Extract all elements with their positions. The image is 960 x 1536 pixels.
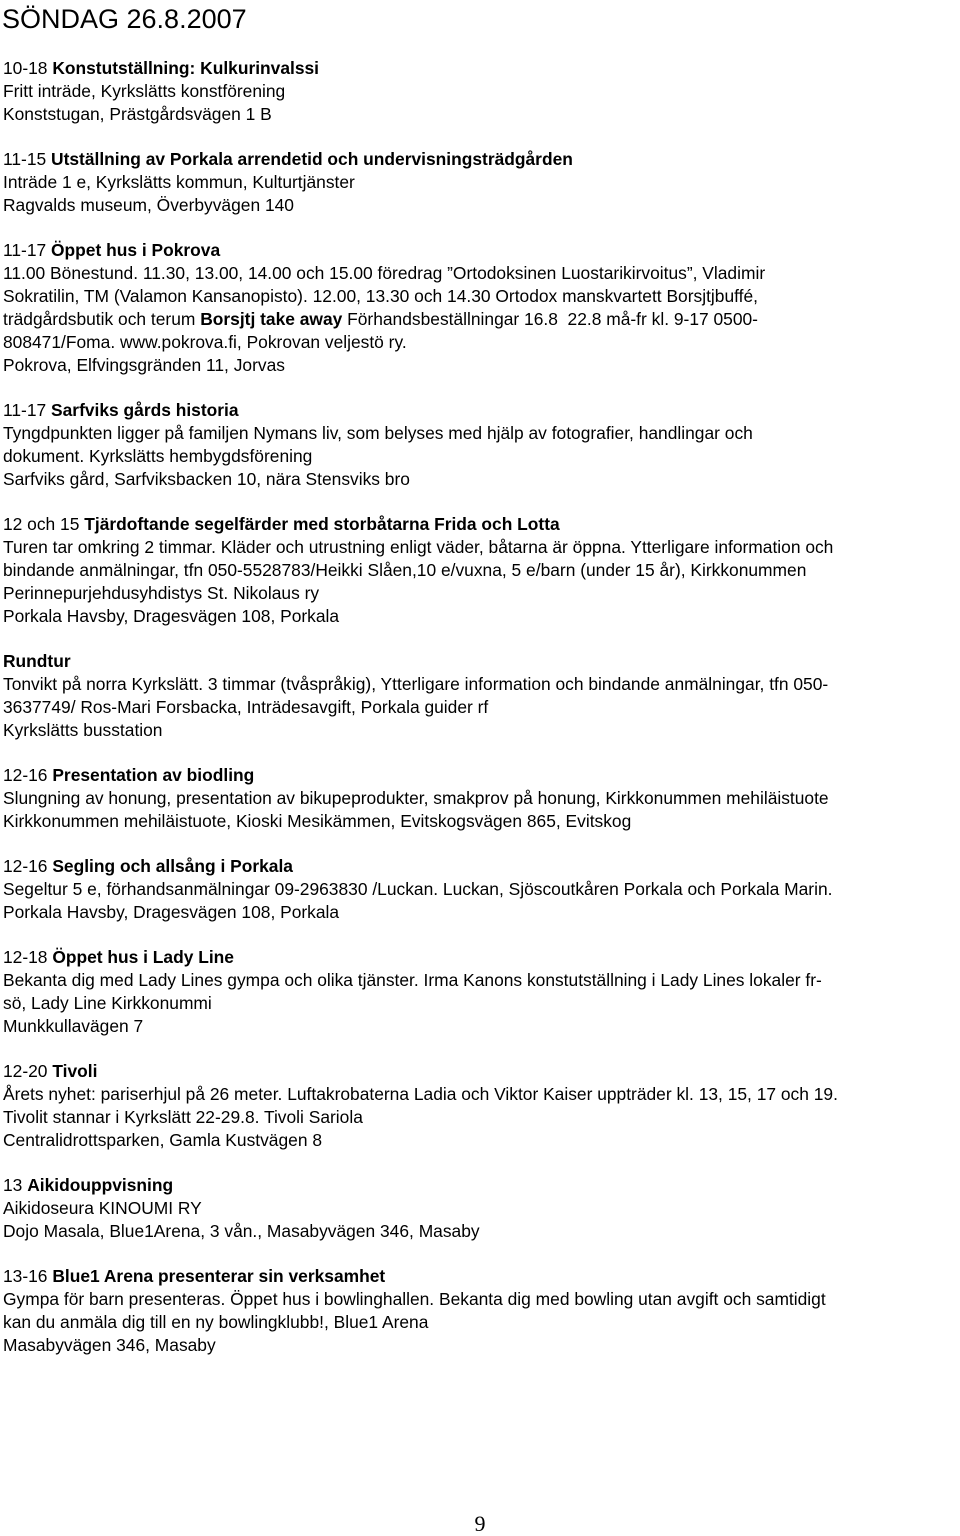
event-segelfarder	[3, 513, 958, 628]
event-heading	[3, 1060, 958, 1083]
event-time: 13-16	[3, 1266, 48, 1286]
event-time: 11-15	[3, 149, 47, 169]
event-line: Porkala Havsby, Dragesvägen 108, Porkala	[3, 606, 340, 626]
event-time: 11-17	[3, 240, 47, 260]
event-rundtur	[3, 650, 958, 742]
event-line: kan du anmäla dig till en ny bowlingklubb!, Blue1 Arena	[3, 1312, 429, 1332]
event-lady-line	[3, 946, 958, 1038]
event-time: 12-16	[3, 856, 48, 876]
event-heading	[3, 399, 958, 422]
event-line-mixed	[3, 308, 958, 331]
event-heading	[3, 57, 958, 80]
event-title: Utställning av Porkala arrendetid och undervisningsträdgården	[51, 149, 573, 169]
event-pokrova	[3, 239, 958, 377]
event-text-bold: Borsjtj take away	[200, 309, 343, 329]
event-line: Pokrova, Elfvingsgränden 11, Jorvas	[3, 355, 285, 375]
event-line: Porkala Havsby, Dragesvägen 108, Porkala	[3, 902, 340, 922]
event-line: Munkkullavägen 7	[3, 1016, 144, 1036]
event-line: Dojo Masala, Blue1Arena, 3 vån., Masabyvägen 346, Masaby	[3, 1221, 480, 1241]
event-aikido	[3, 1174, 958, 1243]
event-heading	[3, 1265, 958, 1288]
event-line: Aikidoseura KINOUMI RY	[3, 1198, 202, 1218]
event-heading	[3, 946, 958, 969]
event-title: Tivoli	[52, 1061, 98, 1081]
event-line: Årets nyhet: pariserhjul på 26 meter. Luftakrobaterna Ladia och Viktor Kaiser uppträder kl. 13, 15, 17 och 19.	[3, 1084, 838, 1104]
event-title: Tjärdoftande segelfärder med storbåtarna Frida och Lotta	[84, 514, 560, 534]
event-text: Förhandsbeställningar 16.8 22.8 må-fr kl. 9-17 0500-	[342, 309, 758, 329]
event-line: dokument. Kyrkslätts hembygdsförening	[3, 446, 313, 466]
event-title: Blue1 Arena presenterar sin verksamhet	[52, 1266, 386, 1286]
event-konstutstallning	[3, 57, 958, 126]
event-line: Gympa för barn presenteras. Öppet hus i bowlinghallen. Bekanta dig med bowling utan avgift och samtidigt	[3, 1289, 826, 1309]
event-segling	[3, 855, 958, 924]
event-title: Öppet hus i Lady Line	[52, 947, 234, 967]
event-list	[3, 57, 958, 1379]
event-line: Centralidrottsparken, Gamla Kustvägen 8	[3, 1130, 322, 1150]
event-title: Segling och allsång i Porkala	[52, 856, 293, 876]
event-text: trädgårdsbutik och terum	[3, 309, 201, 329]
event-sarfviks	[3, 399, 958, 491]
event-line: 11.00 Bönestund. 11.30, 13.00, 14.00 och 15.00 föredrag ”Ortodoksinen Luostarikirvoitus”, Vladimir	[3, 263, 766, 283]
event-line: bindande anmälningar, tfn 050-5528783/Heikki Slåen,10 e/vuxna, 5 e/barn (under 15 år), Kirkkonummen	[3, 560, 807, 580]
event-title: Öppet hus i Pokrova	[51, 240, 221, 260]
event-heading	[3, 764, 958, 787]
event-line: Perinnepurjehdusyhdistys St. Nikolaus ry	[3, 583, 320, 603]
event-line: Inträde 1 e, Kyrkslätts kommun, Kulturtjänster	[3, 172, 355, 192]
event-time: 12-18	[3, 947, 48, 967]
event-title: Presentation av biodling	[52, 765, 255, 785]
event-line: Masabyvägen 346, Masaby	[3, 1335, 216, 1355]
event-time: 10-18	[3, 58, 48, 78]
event-line: Sarfviks gård, Sarfviksbacken 10, nära Stensviks bro	[3, 469, 410, 489]
event-line: Segeltur 5 e, förhandsanmälningar 09-2963830 /Luckan. Luckan, Sjöscoutkåren Porkala och Porkala Marin.	[3, 879, 833, 899]
event-biodling	[3, 764, 958, 833]
event-line: Sokratilin, TM (Valamon Kansanopisto). 12.00, 13.30 och 14.30 Ortodox manskvartett Borsjtjbuffé,	[3, 286, 758, 306]
event-line: Tivolit stannar i Kyrkslätt 22-29.8. Tivoli Sariola	[3, 1107, 363, 1127]
event-heading	[3, 650, 958, 673]
event-time: 13	[3, 1175, 23, 1195]
event-line: Turen tar omkring 2 timmar. Kläder och utrustning enligt väder, båtarna är öppna. Ytterligare information och	[3, 537, 834, 557]
event-time: 12-16	[3, 765, 48, 785]
event-line: 808471/Foma. www.pokrova.fi, Pokrovan veljestö ry.	[3, 332, 407, 352]
event-line: Slungning av honung, presentation av bikupeprodukter, smakprov på honung, Kirkkonummen mehiläistuote	[3, 788, 829, 808]
event-line: Tyngdpunkten ligger på familjen Nymans liv, som belyses med hjälp av fotografier, handlingar och	[3, 423, 753, 443]
event-time: 11-17	[3, 400, 47, 420]
event-line: Kyrkslätts busstation	[3, 720, 163, 740]
event-time: 12-20	[3, 1061, 48, 1081]
event-title: Sarfviks gårds historia	[51, 400, 239, 420]
event-heading	[3, 855, 958, 878]
event-line: sö, Lady Line Kirkkonummi	[3, 993, 212, 1013]
page-title: SÖNDAG 26.8.2007	[2, 4, 247, 34]
event-heading	[3, 1174, 958, 1197]
event-line: Kirkkonummen mehiläistuote, Kioski Mesikämmen, Evitskogsvägen 865, Evitskog	[3, 811, 632, 831]
event-title: Konstutställning: Kulkurinvalssi	[52, 58, 320, 78]
event-heading	[3, 513, 958, 536]
event-heading	[3, 239, 958, 262]
event-title: Aikidouppvisning	[27, 1175, 174, 1195]
event-line: Bekanta dig med Lady Lines gympa och olika tjänster. Irma Kanons konstutställning i Lady Lines lokaler fr-	[3, 970, 822, 990]
event-blue1-arena	[3, 1265, 958, 1357]
event-tivoli	[3, 1060, 958, 1152]
event-time: 12 och 15	[3, 514, 80, 534]
event-line: Konststugan, Prästgårdsvägen 1 B	[3, 104, 272, 124]
event-heading	[3, 148, 958, 171]
event-line: Fritt inträde, Kyrkslätts konstförening	[3, 81, 286, 101]
page-number: 9	[474, 1511, 486, 1536]
event-line: 3637749/ Ros-Mari Forsbacka, Inträdesavgift, Porkala guider rf	[3, 697, 489, 717]
event-utstallning-porkala	[3, 148, 958, 217]
event-title: Rundtur	[3, 651, 71, 671]
event-line: Ragvalds museum, Överbyvägen 140	[3, 195, 294, 215]
event-line: Tonvikt på norra Kyrkslätt. 3 timmar (tvåspråkig), Ytterligare information och bindande anmälningar, tfn 050-	[3, 674, 829, 694]
